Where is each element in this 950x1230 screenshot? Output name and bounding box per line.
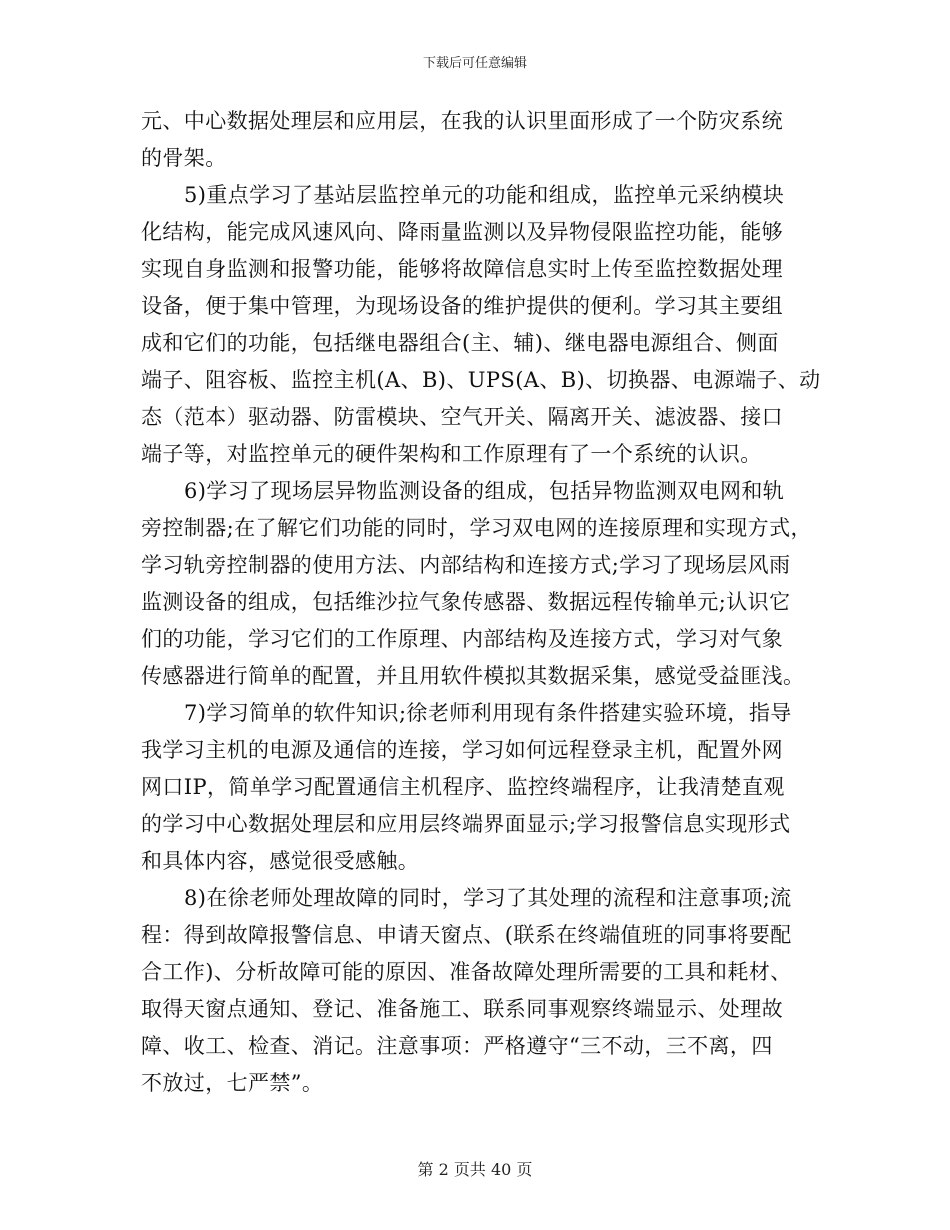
text-line: 端子、阻容板、监控主机(A、B)、UPS(A、B)、切换器、电源端子、动 [141, 368, 821, 392]
text-line: 监测设备的组成，包括维沙拉气象传感器、数据远程传输单元;认识它 [141, 590, 791, 614]
text-line: 化结构，能完成风速风向、降雨量监测以及异物侵限监控功能，能够 [141, 220, 783, 244]
text-line: 学习轨旁控制器的使用方法、内部结构和连接方式;学习了现场层风雨 [141, 553, 791, 577]
text-line: 合工作)、分析故障可能的原因、准备故障处理所需要的工具和耗材、 [141, 960, 792, 984]
text-line: 取得天窗点通知、登记、准备施工、联系同事观察终端显示、处理故 [141, 997, 783, 1021]
paragraph-start-line: 8)在徐老师处理故障的同时，学习了其处理的流程和注意事项;流 [184, 886, 792, 910]
text-line: 传感器进行简单的配置，并且用软件模拟其数据采集，感觉受益匪浅。 [141, 664, 805, 688]
text-line: 成和它们的功能，包括继电器组合(主、辅)、继电器电源组合、侧面 [141, 331, 779, 355]
document-body [141, 103, 821, 1102]
text-line: 我学习主机的电源及通信的连接，学习如何远程登录主机，配置外网 [141, 738, 783, 762]
text-line: 和具体内容，感觉很受感触。 [141, 849, 420, 873]
page-header: 下载后可任意编辑 [422, 56, 527, 71]
paragraph-start-line: 7)学习简单的软件知识;徐老师利用现有条件搭建实验环境，指导 [184, 701, 792, 725]
text-line: 的骨架。 [141, 146, 227, 170]
text-line: 的学习中心数据处理层和应用层终端界面显示;学习报警信息实现形式 [141, 812, 791, 836]
text-line: 网口IP，简单学习配置通信主机程序、监控终端程序，让我清楚直观 [141, 775, 785, 799]
paragraph-start-line: 6)学习了现场层异物监测设备的组成，包括异物监测双电网和轨 [184, 479, 785, 503]
text-line: 实现自身监测和报警功能，能够将故障信息实时上传至监控数据处理 [141, 257, 783, 281]
text-line: 们的功能，学习它们的工作原理、内部结构及连接方式，学习对气象 [141, 627, 783, 651]
text-line: 障、收工、检查、消记。注意事项：严格遵守“三不动，三不离，四 [141, 1034, 773, 1058]
text-line: 不放过，七严禁”。 [141, 1071, 324, 1095]
text-line: 旁控制器;在了解它们功能的同时，学习双电网的连接原理和实现方式， [141, 516, 812, 540]
text-line: 态（范本）驱动器、防雷模块、空气开关、隔离开关、滤波器、接口 [141, 405, 783, 429]
paragraph-start-line: 5)重点学习了基站层监控单元的功能和组成，监控单元采纳模块 [184, 183, 785, 207]
text-line: 程：得到故障报警信息、申请天窗点、(联系在终端值班的同事将要配 [141, 923, 792, 947]
text-line: 设备，便于集中管理，为现场设备的维护提供的便利。学习其主要组 [141, 294, 783, 318]
text-line: 端子等，对监控单元的硬件架构和工作原理有了一个系统的认识。 [141, 442, 762, 466]
page-footer: 第 2 页共 40 页 [417, 1160, 533, 1179]
text-line: 元、中心数据处理层和应用层，在我的认识里面形成了一个防灾系统 [141, 109, 783, 133]
